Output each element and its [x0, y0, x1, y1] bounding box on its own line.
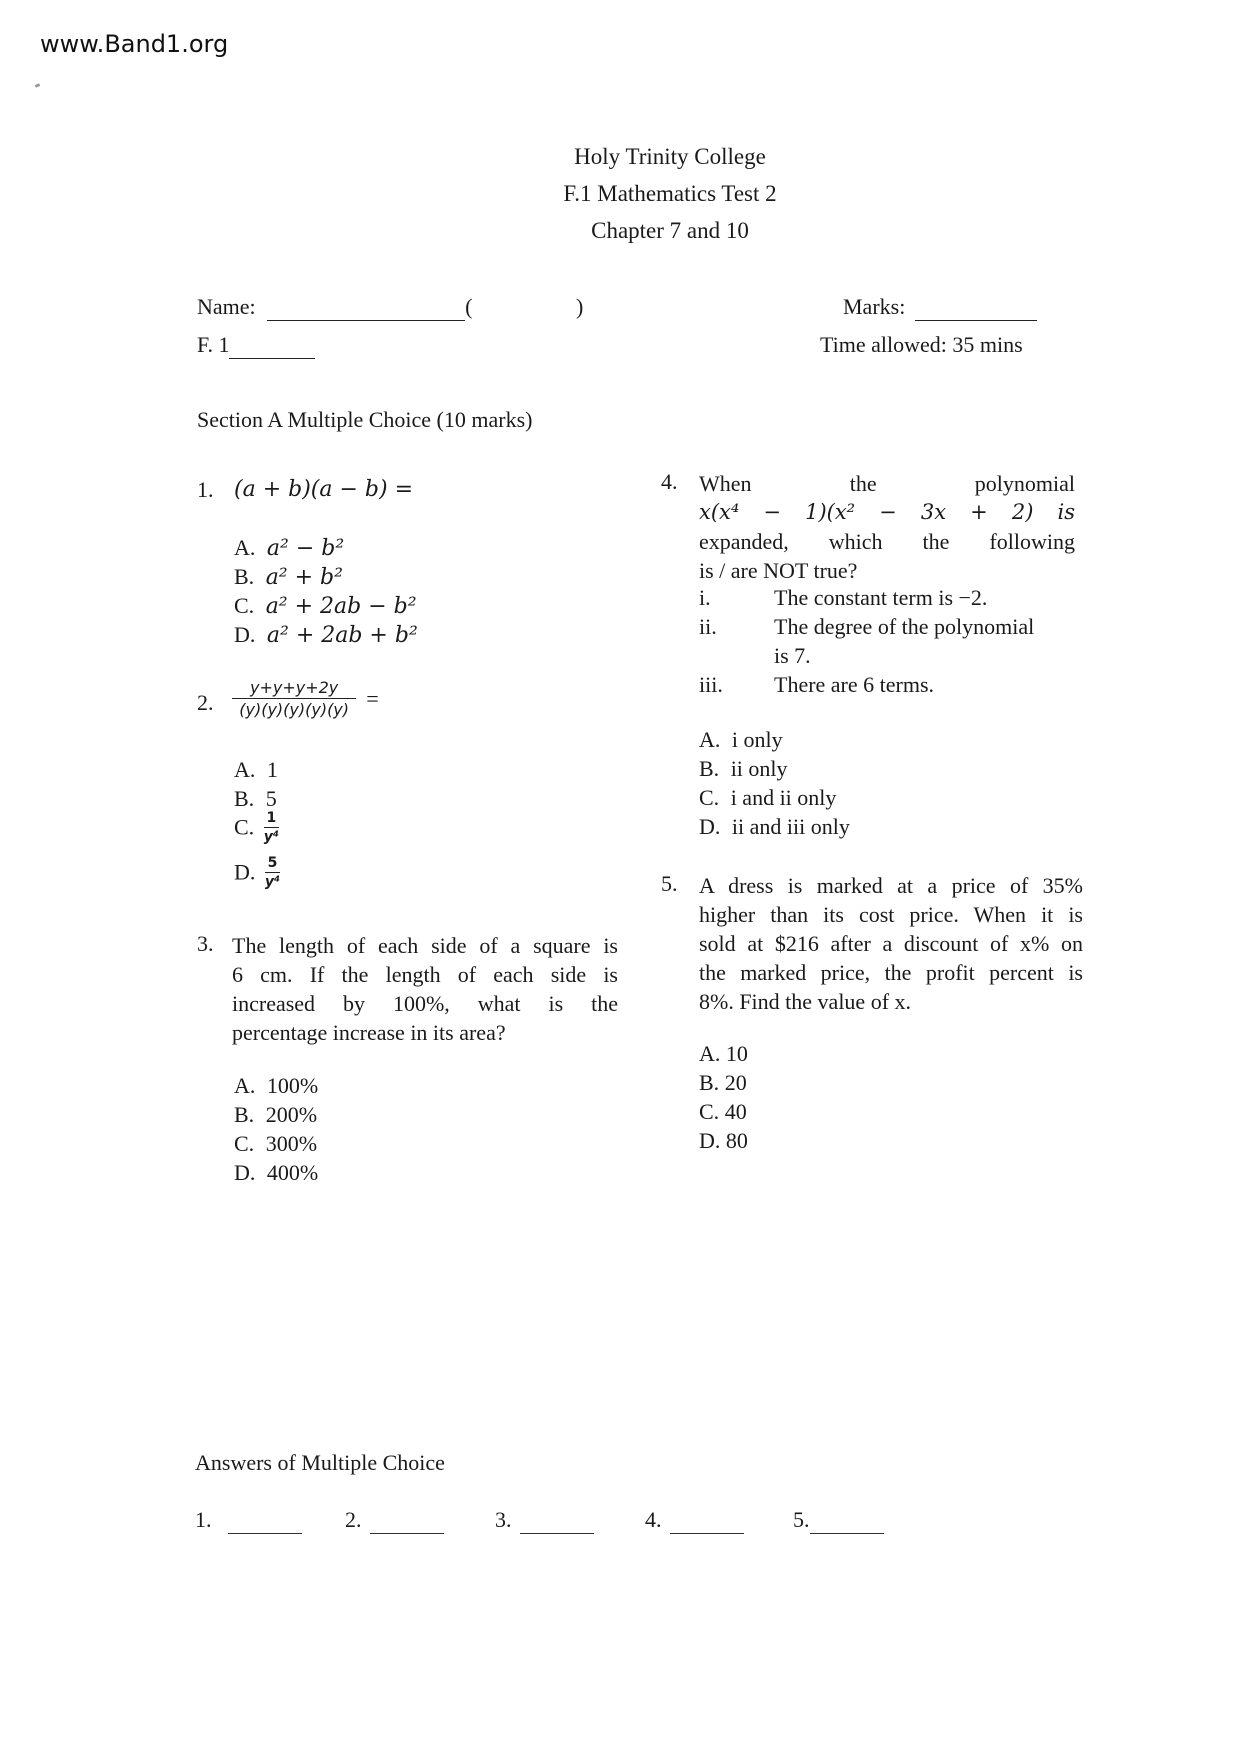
answer-3[interactable]: 3. [495, 1507, 594, 1534]
answers-title: Answers of Multiple Choice [195, 1450, 445, 1475]
question-3-text: The length of each side of a square is 6 cm. If the length of each side is increased by 100%, what is the percentage increase in its area? [232, 933, 618, 1045]
answer-5[interactable]: 5. [793, 1507, 884, 1534]
question-4-option-d[interactable]: D. ii and iii only [699, 814, 850, 839]
question-5-option-c[interactable]: C. 40 [699, 1099, 747, 1124]
class-no-open: ( [465, 294, 473, 319]
class-row [197, 332, 315, 359]
question-1-expression: (a + b)(a − b) = [234, 477, 413, 502]
answer-4[interactable]: 4. [645, 1507, 744, 1534]
question-4-option-a[interactable]: A. i only [699, 727, 783, 752]
question-2-number: 2. [197, 690, 214, 715]
marks-row [843, 294, 1037, 321]
question-3-option-b[interactable]: B. 200% [234, 1102, 318, 1127]
question-3-number: 3. [197, 931, 214, 956]
question-4-statement-i: i. The constant term is −2. [699, 585, 988, 610]
question-5-number: 5. [661, 871, 678, 896]
answer-5-blank[interactable] [810, 1507, 884, 1534]
question-1-option-d[interactable]: D. a² + 2ab + b² [234, 622, 418, 648]
scan-speck [35, 83, 41, 88]
answer-3-blank[interactable] [520, 1507, 594, 1534]
chapter-title: Chapter 7 and 10 [591, 218, 749, 243]
answer-4-blank[interactable] [670, 1507, 744, 1534]
question-2-option-a[interactable]: A. 1 [234, 757, 278, 782]
class-no-close: ) [576, 294, 584, 319]
question-5-option-a[interactable]: A. 10 [699, 1041, 748, 1066]
class-label: F. 1 [197, 332, 230, 357]
class-field[interactable] [229, 332, 315, 359]
question-1-option-a[interactable]: A. a² − b² [234, 535, 345, 561]
question-3-option-d[interactable]: D. 400% [234, 1160, 319, 1185]
name-field[interactable] [267, 294, 465, 321]
section-a-title: Section A Multiple Choice (10 marks) [197, 407, 533, 432]
answer-2[interactable]: 2. [345, 1507, 444, 1534]
question-2-fraction: $\frac{y+y+y+2y}{(y)(y)(y)(y)(y)}$ [232, 678, 356, 719]
question-4-number: 4. [661, 469, 678, 494]
question-5-option-b[interactable]: B. 20 [699, 1070, 747, 1095]
answer-1[interactable]: 1. [195, 1507, 302, 1534]
question-2-expression: $\frac{y+y+y+2y}{(y)(y)(y)(y)(y)}$ = [232, 678, 379, 719]
question-3-option-a[interactable]: A. 100% [234, 1073, 319, 1098]
name-row [197, 294, 472, 321]
question-2-option-d[interactable]: D. $\frac{5}{\text{y⁴}}$ [234, 855, 281, 890]
question-4-option-b[interactable]: B. ii only [699, 756, 788, 781]
school-name: Holy Trinity College [574, 144, 766, 169]
answer-1-blank[interactable] [228, 1507, 302, 1534]
marks-label: Marks: [843, 294, 906, 319]
watermark: www.Band1.org [40, 30, 229, 58]
question-4-statement-iii: iii. There are 6 terms. [699, 672, 935, 697]
question-4-statement-ii: ii. The degree of the polynomial [699, 614, 1035, 639]
question-5-option-d[interactable]: D. 80 [699, 1128, 748, 1153]
question-1-option-b[interactable]: B. a² + b² [234, 564, 343, 590]
question-3-option-c[interactable]: C. 300% [234, 1131, 318, 1156]
question-4-option-c[interactable]: C. i and ii only [699, 785, 837, 810]
test-title: F.1 Mathematics Test 2 [563, 181, 777, 206]
question-2-option-b[interactable]: B. 5 [234, 786, 277, 811]
answer-2-blank[interactable] [370, 1507, 444, 1534]
question-4-statement-ii-cont: is 7. [774, 643, 811, 668]
question-2-option-c[interactable]: C. $\frac{1}{\text{y⁴}}$ [234, 810, 279, 845]
time-allowed: Time allowed: 35 mins [820, 332, 1023, 357]
question-1-number: 1. [197, 477, 214, 502]
name-label: Name: [197, 294, 256, 319]
question-1-option-c[interactable]: C. a² + 2ab − b² [234, 593, 417, 619]
question-4-text: When the polynomial x(x⁴ − 1)(x² − 3x + 2) is expanded, which the following is / are NOT true? [699, 471, 1075, 583]
marks-field[interactable] [915, 294, 1037, 321]
question-5-text: A dress is marked at a price of 35% higher than its cost price. When it is sold at $216 after a discount of x% on the marked price, the profit percent is 8%. Find the value of x. [699, 873, 1083, 1014]
